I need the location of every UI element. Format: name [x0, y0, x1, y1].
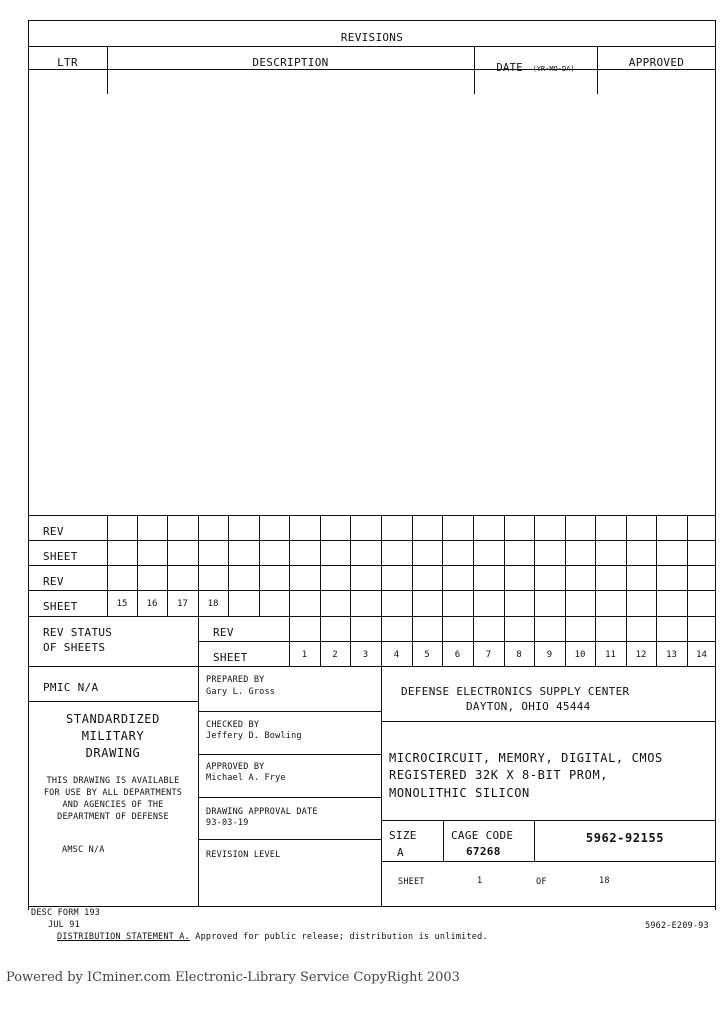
- of-sheets-label: OF SHEETS: [43, 641, 106, 654]
- sheet-number: 5: [424, 650, 430, 660]
- sheet-number: 16: [146, 599, 158, 609]
- of-label: OF: [536, 877, 547, 887]
- amsc-label: AMSC N/A: [62, 845, 105, 855]
- smd-title-line1: STANDARDIZED: [66, 712, 160, 726]
- form-date: JUL 91: [48, 920, 80, 930]
- cage-code-value: 67268: [466, 845, 501, 858]
- drawing-title-line3: MONOLITHIC SILICON: [389, 786, 530, 800]
- powered-by-watermark: Powered by ICminer.com Electronic-Library Service CopyRight 2003: [6, 970, 460, 985]
- distribution-text: Approved for public release; distribution is unlimited.: [195, 932, 488, 942]
- rev-status-label: REV STATUS: [43, 626, 113, 639]
- size-value: A: [397, 846, 404, 859]
- sheet-number: 7: [485, 650, 492, 660]
- smd-title-line3: DRAWING: [85, 746, 141, 760]
- approval-date-label: DRAWING APPROVAL DATE: [206, 807, 318, 817]
- col-date-format: (YR-MO-DA): [532, 65, 575, 73]
- sheet-number: 2: [332, 650, 338, 660]
- sheet-number: 10: [574, 650, 586, 660]
- agency-location: DAYTON, OHIO 45444: [466, 700, 591, 713]
- col-date: DATE: [496, 62, 523, 74]
- col-approved: APPROVED: [628, 56, 685, 69]
- distribution-label: DISTRIBUTION STATEMENT A.: [57, 932, 190, 942]
- sheet-number: 11: [605, 650, 616, 660]
- prepared-by-label: PREPARED BY: [206, 675, 265, 685]
- sheet-number: 8: [516, 650, 522, 660]
- of-value: 18: [599, 876, 610, 886]
- pmic-label: PMIC N/A: [43, 681, 99, 694]
- smd-title-line2: MILITARY: [81, 729, 145, 743]
- revisions-title: REVISIONS: [340, 31, 404, 44]
- document-code: 5962-E209-93: [645, 921, 709, 931]
- drawing-title-line1: MICROCIRCUIT, MEMORY, DIGITAL, CMOS: [389, 751, 663, 765]
- sheet-number: 17: [177, 599, 188, 609]
- sheet-number: 6: [454, 650, 461, 660]
- sheet-value: 1: [477, 876, 483, 886]
- revision-level-label: REVISION LEVEL: [206, 850, 281, 860]
- col-description: DESCRIPTION: [252, 56, 329, 69]
- checked-by-label: CHECKED BY: [206, 720, 260, 730]
- sheet-number: 12: [635, 650, 647, 660]
- sheet-number: 13: [666, 650, 677, 660]
- distribution-statement: [57, 932, 488, 942]
- sheet-label: SHEET: [213, 651, 248, 664]
- sheet-label-bottom: SHEET: [398, 877, 425, 887]
- sheet-number: 18: [207, 599, 219, 609]
- rev-label: REV: [213, 626, 234, 639]
- drawing-number: 5962-92155: [585, 831, 665, 845]
- sheet-number: 9: [546, 650, 553, 660]
- col-ltr: LTR: [57, 56, 78, 69]
- sheet-number: 1: [301, 650, 308, 660]
- availability-line2: FOR USE BY ALL DEPARTMENTS: [43, 788, 183, 798]
- row-label-rev-1: REV: [43, 525, 64, 538]
- cage-code-label: CAGE CODE: [451, 829, 514, 842]
- agency-name: DEFENSE ELECTRONICS SUPPLY CENTER: [401, 685, 630, 698]
- sheet-number: 3: [362, 650, 369, 660]
- availability-line4: DEPARTMENT OF DEFENSE: [57, 812, 169, 822]
- prepared-by-name: Gary L. Gross: [206, 687, 276, 697]
- checked-by-name: Jeffery D. Bowling: [206, 731, 302, 741]
- approved-by-label: APPROVED BY: [206, 762, 265, 772]
- row-label-sheet-1: SHEET: [43, 550, 78, 563]
- row-label-sheet-2: SHEET: [43, 600, 78, 613]
- row-label-rev-2: REV: [43, 575, 64, 588]
- size-label: SIZE: [389, 829, 417, 842]
- sheet-number: 15: [116, 599, 128, 609]
- availability-line1: THIS DRAWING IS AVAILABLE: [46, 776, 180, 786]
- drawing-title-line2: REGISTERED 32K X 8-BIT PROM,: [389, 768, 609, 782]
- form-number: DESC FORM 193: [31, 908, 101, 918]
- approval-date: 93-03-19: [206, 818, 249, 828]
- sheet-number: 4: [393, 650, 400, 660]
- availability-line3: AND AGENCIES OF THE: [62, 800, 164, 810]
- sheet-number: 14: [696, 650, 707, 660]
- approved-by-name: Michael A. Frye: [206, 773, 286, 783]
